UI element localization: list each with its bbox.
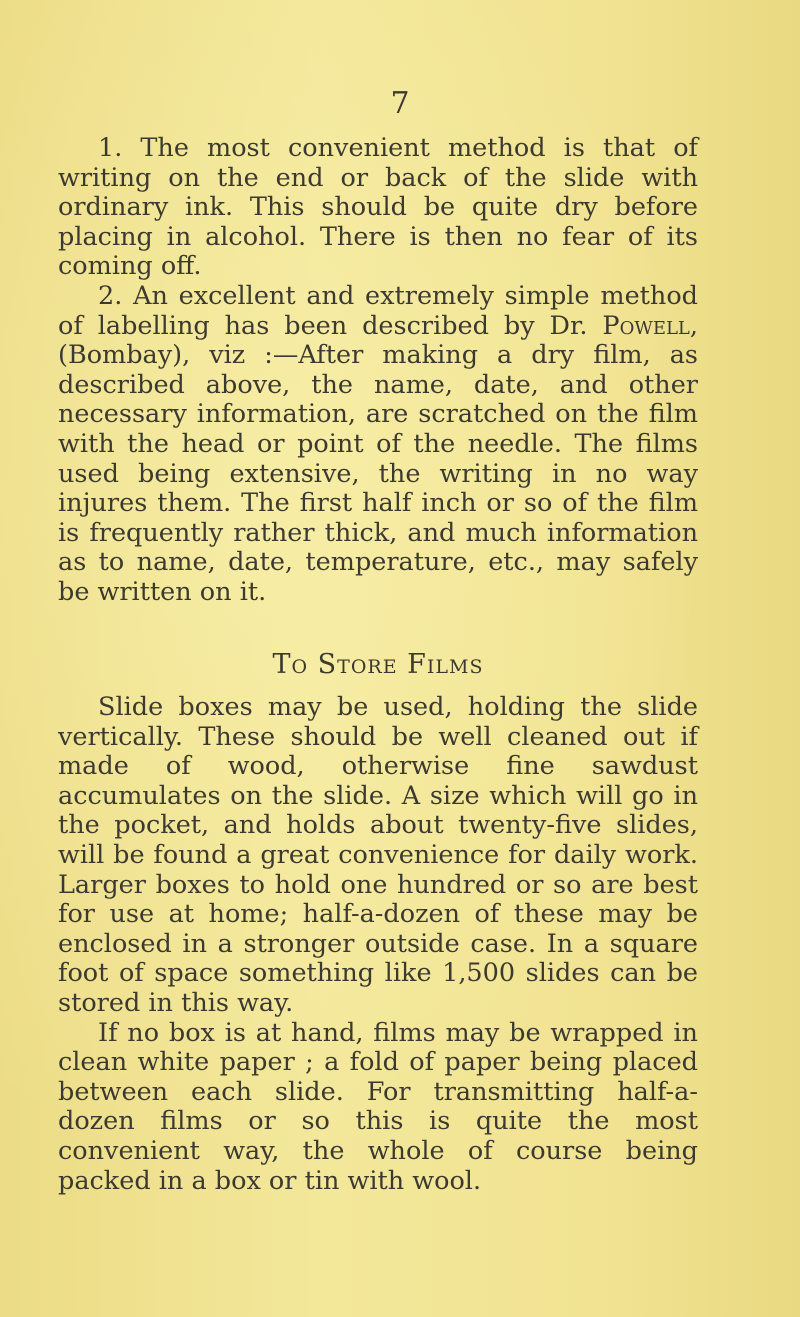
author-name: Powell xyxy=(602,310,690,341)
text-column xyxy=(58,134,698,1196)
paragraph-2-before: 2. An excellent and extremely simple method of labelling has been described by Dr. xyxy=(58,280,698,341)
paragraph-3: Slide boxes may be used, holding the slide vertically. These should be well cleaned out if made of wood, otherwise fine sawdust accumulates on the slide. A size which will go in the pocket, and holds about twenty-five slides, will be found a great convenience for daily work. Larger boxes to hold one hundred or so are best for use at home; half-a-dozen of these may be enclosed in a stronger outside case. In a square foot of space something like 1,500 slides can be stored in this way. xyxy=(58,692,698,1019)
paragraph-4: If no box is at hand, films may be wrapped in clean white paper ; a fold of paper being placed between each slide. For transmitting half-a-dozen films or so this is quite the most convenient way, the whole of course being packed in a box or tin with wool. xyxy=(58,1017,698,1196)
paragraph-2 xyxy=(58,282,698,608)
paragraph-1: 1. The most convenient method is that of writing on the end or back of the slide with ordinary ink. This should be quite dry before placing in alcohol. There is then no fear of its coming off. xyxy=(58,133,698,282)
paragraph-2-after: , (Bombay), viz :—After making a dry film, as described above, the name, date, and other necessary information, are scratched on the film with the head or point of the needle. The films used being extensive, the writing in no way injures them. The first half inch or so of the film is frequently rather thick, and much information as to name, date, temperature, etc., may safely be written on it. xyxy=(58,310,698,607)
page-number: 7 xyxy=(390,86,410,121)
section-heading: To Store Films xyxy=(272,648,484,680)
